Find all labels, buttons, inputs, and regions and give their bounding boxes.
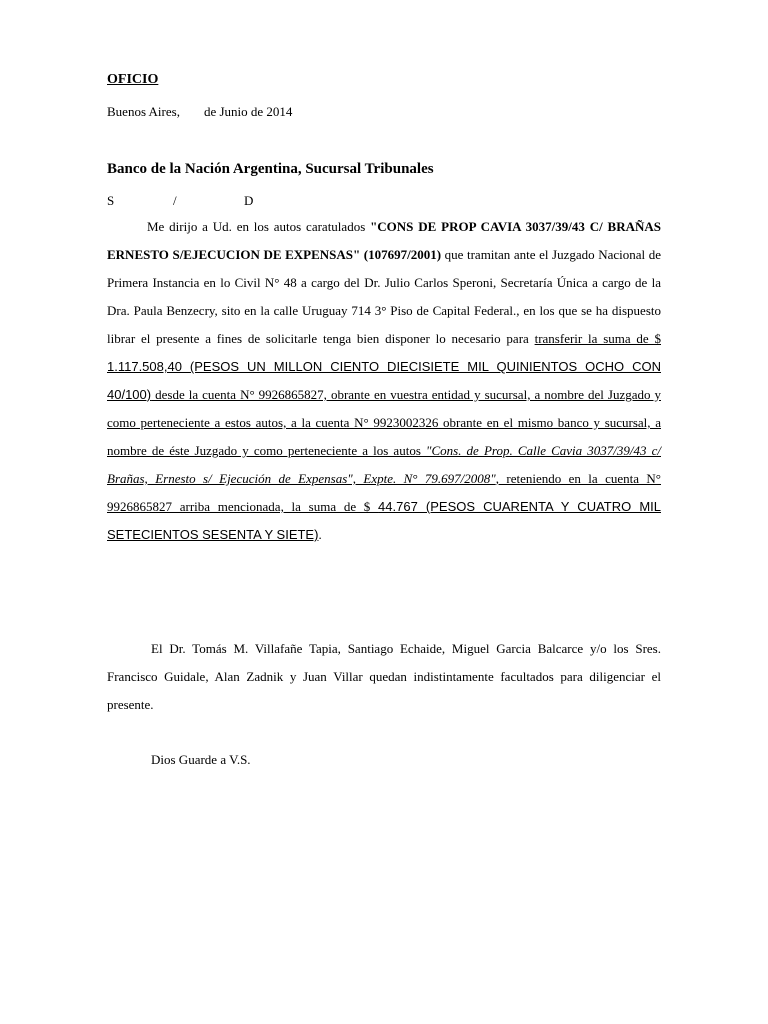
p1-text-1: Me dirijo a Ud. en los autos caratulados	[147, 219, 371, 234]
accounts-text: desde la cuenta N° 9926865827, obrante en vuestra entidad y sucursal, a nombre del Juzgado y como perteneciente a estos autos, a la cuenta N° 9923002326 obrante en el mismo banco y sucursal, a nombre de éste Juzgado y como perteneciente a los autos	[107, 387, 661, 458]
sd-slash: /	[173, 193, 177, 208]
sd-d: D	[244, 193, 254, 208]
body-paragraph-1	[107, 213, 661, 549]
date-line	[107, 104, 292, 120]
related-case: "Cons. de Prop. Calle Cavia 3037/39/43 c/ Brañas, Ernesto s/ Ejecución de Expensas", Expte. N° 79.697/2008"	[107, 443, 661, 486]
body-paragraph-2: El Dr. Tomás M. Villafañe Tapia, Santiago Echaide, Miguel Garcia Balcarce y/o los Sres. Francisco Guidale, Alan Zadnik y Juan Villar quedan indistintamente facultados para diligenciar el presente.	[107, 641, 661, 712]
case-title: "CONS DE PROP CAVIA 3037/39/43 C/ BRAÑAS ERNESTO S/EJECUCION DE EXPENSAS" (107697/2001)	[107, 219, 661, 262]
sd-s: S	[107, 193, 115, 208]
p1-end: .	[318, 527, 322, 542]
transfer-amount: 1.117.508,40 (PESOS UN MILLON CIENTO DIECISIETE MIL QUINIENTOS OCHO CON 40/100)	[107, 359, 661, 402]
date: de Junio de 2014	[203, 104, 293, 119]
sd-line	[107, 193, 253, 209]
retention-amount: 44.767 (PESOS CUARENTA Y CUATRO MIL SETECIENTOS SESENTA Y SIETE)	[107, 499, 661, 542]
retention-text: , reteniendo en la cuenta N° 9926865827 arriba mencionada, la suma de $	[107, 471, 661, 514]
addressee: Banco de la Nación Argentina, Sucursal Tribunales	[107, 161, 434, 177]
transfer-text: transferir la suma de $	[534, 331, 661, 346]
p1-text-3: que tramitan ante el Juzgado Nacional de Primera Instancia en lo Civil N° 48 a cargo del Dr. Julio Carlos Speroni, Secretaría Única a cargo de la Dra. Paula Benzecry, sito en la calle Uruguay 714 3° Piso de Capital Federal., en los que se ha dispuesto librar el presente a fines de solicitarle tenga bien disponer lo necesario para	[107, 247, 661, 346]
closing-greeting: Dios Guarde a V.S.	[151, 752, 251, 767]
document-title: OFICIO	[107, 72, 159, 87]
city: Buenos Aires,	[107, 104, 180, 119]
